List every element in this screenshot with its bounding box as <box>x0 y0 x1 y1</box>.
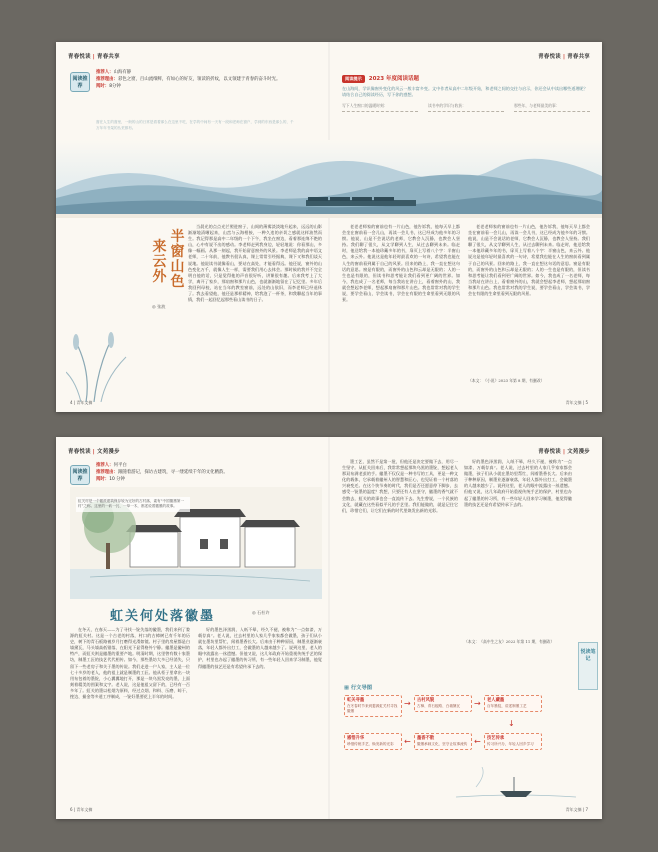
flow-node: 虹关寻墨 在冬春时节来到婺源虹关村寻找徽墨 <box>344 695 402 717</box>
top-spread <box>56 42 602 412</box>
mountain-landscape-illustration <box>56 140 602 218</box>
header-section: 青春悦读 <box>68 449 91 455</box>
arrow-right-icon: → <box>474 699 481 708</box>
page-number-right: 青年文摘 | 7 <box>565 807 588 812</box>
arrow-left-icon: ← <box>474 737 481 746</box>
article-text-left: 当晨光的点点光芒照进窗子，山间的薄雾淡淡地升起来，远远的山影渐渐地清晰起来，山峦与云海相接，一种久违的亲切之感就这样油然而生。我记得那是高中二年级的一个下午，我坐在窗边，看着那连绵不绝的山，心中有说不出的感动。李老师走到我身边，轻轻地说：你看那山，多像一幅画。从那一刻起，我开始留意窗外的风景。李老师是我的高中语文老师，二十年前，他教书很认真，课上常常引经据典，课下又和我们谈天说地。他说读书就像看山，要站在高处，才能看得远。他还说，窗外的山色变化万千，就像人生一样，需要我们用心去体会。那时候的我并不完全明白他的话，只是觉得他的声音很好听，讲课很有趣。后来我考上了大学，离开了家乡，那扇窗和那片山色，也就渐渐地留在了记忆里。多年后我回到母校，站在当年的教室窗前，远处的山依旧，而李老师已经退休了。我去看望他，他还是那样精神，给我泡了一杯茶，和我聊起当年的事情，我们一起回忆起那些看山读书的日子。 <box>188 224 322 303</box>
header-section: 青春悦读 <box>538 449 561 455</box>
arrow-down-icon: ↓ <box>508 719 515 728</box>
meta-reason: 推荐理由：彩色之窗，百山流细鲜，有如心的好友，领读的折纹，以文领建于青春的奋斗时光。 <box>96 77 281 83</box>
header-section: 青春悦读 <box>68 54 91 60</box>
recommend-badge: 阅读推荐 <box>70 465 90 485</box>
answer-line: 写下人生窗口的温暖时刻： <box>342 103 418 112</box>
article-text-middle: 老老老师家的窗前也有一片山色，他告诉我，他每天早上都会坐在窗前看一会儿山，再读一会儿书，这已经成为他多年的习惯。他说，山是不会说话的老师，它教会人沉静，也教会人坚持。我们聊了很久，从文学聊到人生，从过去聊到未来。临走时，他送给我一本他珍藏多年的书，扉页上写着八个字：半窗山色，来云外。他说这是他年轻时最喜欢的一句诗，希望我也能在人生的窗前看到属于自己的风景。回来的路上，我一直在想这句话的意思。窗是有限的，而窗外的山色和云却是无限的；人的一生也是有限的，但读书和思考能让我们看到更广阔的世界。如今，我也成了一名老师，每当我站在讲台上，看着窗外的山，我就会想起李老师，想起那扇窗和那片山色。我也常常对我的学生说，要学会看山，学会读书，学会在有限的生命里看到无限的风景。 <box>342 224 460 303</box>
meta-reason: 推荐理由：跟随着游记，探访古建筑，寻一缕延续千年的文化精韵。 <box>96 470 228 476</box>
question-tag: 阅读提示 <box>342 75 365 83</box>
answer-line: 那些年，与老师最美的事： <box>514 103 590 112</box>
flow-node: 墨香不散 徽墨承载文化，坚守让故事流传 <box>414 733 472 750</box>
map-icon: ▦ <box>344 685 350 691</box>
question-title: 阅读提示 2023 年度阅读话题 <box>342 74 590 83</box>
header-column: 青春共享 <box>97 54 120 60</box>
meta-recommender: 推荐人：何平白 <box>96 463 127 468</box>
page-fold <box>328 42 330 412</box>
reed-plant-illustration <box>66 332 156 402</box>
meta-time: 阅时：8分钟 <box>96 84 121 90</box>
page-header-right: 青春悦读 | 文苑漫步 <box>538 449 590 455</box>
page-number-left: 4 | 青年文摘 <box>70 400 93 405</box>
page-header-left: 青春悦读 | 青春共享 <box>68 54 120 60</box>
header-section: 青春悦读 <box>538 54 561 60</box>
question-answer-lines <box>342 103 590 112</box>
article-text-middle: 好的墨色泽黑润，入纸不晕，经久不褪，被称为“一点如漆，万载存真”。老人说，过去村里的人家几乎家家都会做墨，孩子们从小就在墨坊里帮忙，闻着墨香长大。后来由于种种原因，制墨业逐渐衰落，年轻人都外出打工，会做墨的人越来越少了。说到这里，老人的眼中流露出一丝遗憾。但他又说，这几年政府开始重视传统手艺的保护，村里也办起了徽墨的传习所，有一些年轻人回来学习制墨，他觉得徽墨的技艺还是有希望传承下去的。 <box>198 627 322 669</box>
question-text: 在山海间，学识像窗外变化的风云一般丰富多变。文中作者从高中二年级开始，和老师之间的交往与启示，你还会从中读出哪些道理呢？请结合自己的阅读经历，写下你的感想。 <box>342 86 588 97</box>
header-column: 文苑漫步 <box>567 449 590 455</box>
illustration-caption: 虹关村是一个徽派建筑保存较为完好的古村落，素有“中国徽墨第一村”之称。这里的一砖一瓦、一草一木，都述说着徽墨的故事。 <box>76 497 190 512</box>
header-column: 青春共享 <box>567 54 590 60</box>
flow-node: 感悟升华 珍惜传统手艺，焕发新的光彩 <box>344 733 402 750</box>
flow-node: 老人藏墨 百年墨锭，讲述制墨工艺 <box>484 695 542 712</box>
arrow-right-icon: → <box>404 699 411 708</box>
title-column-1: 半窗山色 <box>170 229 185 290</box>
article-text-right-2: 好的墨色泽黑润，入纸不晕，经久不褪，被称为“一点如漆，万载存真”。老人说，过去村里的人家几乎家家都会做墨，孩子们从小就在墨坊里帮忙，闻着墨香长大。后来由于种种原因，制墨业逐渐衰落，年轻人都外出打工，会做墨的人越来越少了。说到这里，老人的眼中流露出一丝遗憾。但他又说，这几年政府开始重视传统手艺的保护，村里也办起了徽墨的传习所，有一些年轻人回来学习制墨，他觉得徽墨的技艺还是有希望传承下去的。 <box>464 459 572 507</box>
page-number-right: 青年文摘 | 5 <box>565 400 588 405</box>
reading-question-box <box>342 74 590 130</box>
recommend-meta <box>96 462 321 484</box>
article-text-right: 老老老师家的窗前也有一片山色，他告诉我，他每天早上都会坐在窗前看一会儿山，再读一会儿书，这已经成为他多年的习惯。他说，山是不会说话的老师，它教会人沉静，也教会人坚持。我们聊了很久，从文学聊到人生，从过去聊到未来。临走时，他送给我一本他珍藏多年的书，扉页上写着八个字：半窗山色，来云外。他说这是他年轻时最喜欢的一句诗，希望我也能在人生的窗前看到属于自己的风景。回来的路上，我一直在想这句话的意思。窗是有限的，而窗外的山色和云却是无限的；人的一生也是有限的，但读书和思考能让我们看到更广阔的世界。如今，我也成了一名老师，每当我站在讲台上，看着窗外的山，我就会想起李老师，想起那扇窗和那片山色。我也常常对我的学生说，要学会看山，学会读书，学会在有限的生命里看到无限的风景。 <box>468 224 590 297</box>
flow-node: 技艺传承 传习所兴办，年轻人回乡学习 <box>484 733 542 750</box>
bottom-spread <box>56 437 602 819</box>
page-number-left: 6 | 青年文摘 <box>70 807 93 812</box>
boat-on-water-illustration <box>456 767 576 807</box>
recommend-meta <box>96 69 321 91</box>
page-fold <box>328 437 330 819</box>
title-column-2: 来云外 <box>152 239 167 285</box>
article-title: 虹关何处落徽墨 <box>110 609 216 624</box>
page-header-left: 青春悦读 | 文苑漫步 <box>68 449 120 455</box>
meta-time: 阅时：10 分钟 <box>96 477 125 483</box>
answer-line: 读书中的学识与收获： <box>428 103 504 112</box>
recommend-badge: 阅读推荐 <box>70 72 90 92</box>
source-note: （本文：《小说》2023 年第 8 期，有删改） <box>468 378 545 383</box>
source-note: （本文：《高中生之友》2022 年第 11 期，有删改） <box>464 639 555 644</box>
header-column: 文苑漫步 <box>97 449 120 455</box>
meta-recommender: 推荐人：山海有静 <box>96 70 132 75</box>
article-text-left: 在冬天，在春天——为了寻找一锭失落的徽墨，我们来到了婺源的虹关村。这是一个古老的村落，村口的古樟树已有千年的历史，树下的青石板路被岁月打磨得光滑如镜。村子里的房屋都是白墙黛瓦，马头墙高低错落，在阳光下显得格外宁静。徽墨是徽州的特产，而虹关则是徽墨的重要产地。明清时期，这里曾有数十家墨坊，制墨工匠的技艺代代相传。如今，那些墨坊大多已经消失，只留下一些老房子和关于墨的传说。我们走进一户人家，主人是一位七十多岁的老人，他的祖上就是制墨的工匠。他从柜子里拿出一块用布包着的墨锭，小心翼翼地打开，那是一块乌黑发亮的墨，上面刻着精美的图案和文字。老人说，这是他祖父留下的，已经有一百多年了。虹关的墨以松烟为原料，经过点烟、和料、压磨、晾干、挫边、描金等多道工序制成，一锭好墨要花上半年的时间。 <box>70 627 190 700</box>
flow-node: 古村风貌 古樟、青石板路、白墙黛瓦 <box>414 695 472 712</box>
arrow-left-icon: ← <box>404 737 411 746</box>
intro-text: 窗在人生的窗里，一般的山的日常是看着那么在这里不吃，在学的中间有一天有一段和老师在窗户，学到的东西是那么的，千万年年书架的丛荒都有。 <box>96 120 294 130</box>
article-text-right-1: 墨工艺，虽然不是第一批，但他还是决定要做下去，用尽一生坚守。从虹关回来后，我常常想起那块乌黑的墨锭，想起老人那双布满老茧的手。徽墨不仅仅是一种书写的工具，更是一种文化的载体，它承载着徽州人的智慧和匠心，也见证着一个村落的兴衰变迁。在这个快节奏的时代，我们是否还愿意停下脚步，去感受一锭墨的温度？我想，只要还有人在坚守，徽墨的香气就不会散去，虹关的故事也会一直流传下去。先生曾说，一个民族的文化，就藏在这些看似平凡的手艺里。我们能做的，就是记住它们，珍惜它们，让它们在新的时代里焕发出新的光彩。 <box>342 459 458 513</box>
author-byline: ◎ 石杜许 <box>252 610 270 615</box>
flow-map-title: ▦ 行文导图 <box>344 685 373 691</box>
author-byline: ◎ 张波 <box>152 304 166 309</box>
page-header-right: 青春悦读 | 青春共享 <box>538 54 590 60</box>
reading-notes-tab: 悦读笔记 <box>578 642 598 690</box>
